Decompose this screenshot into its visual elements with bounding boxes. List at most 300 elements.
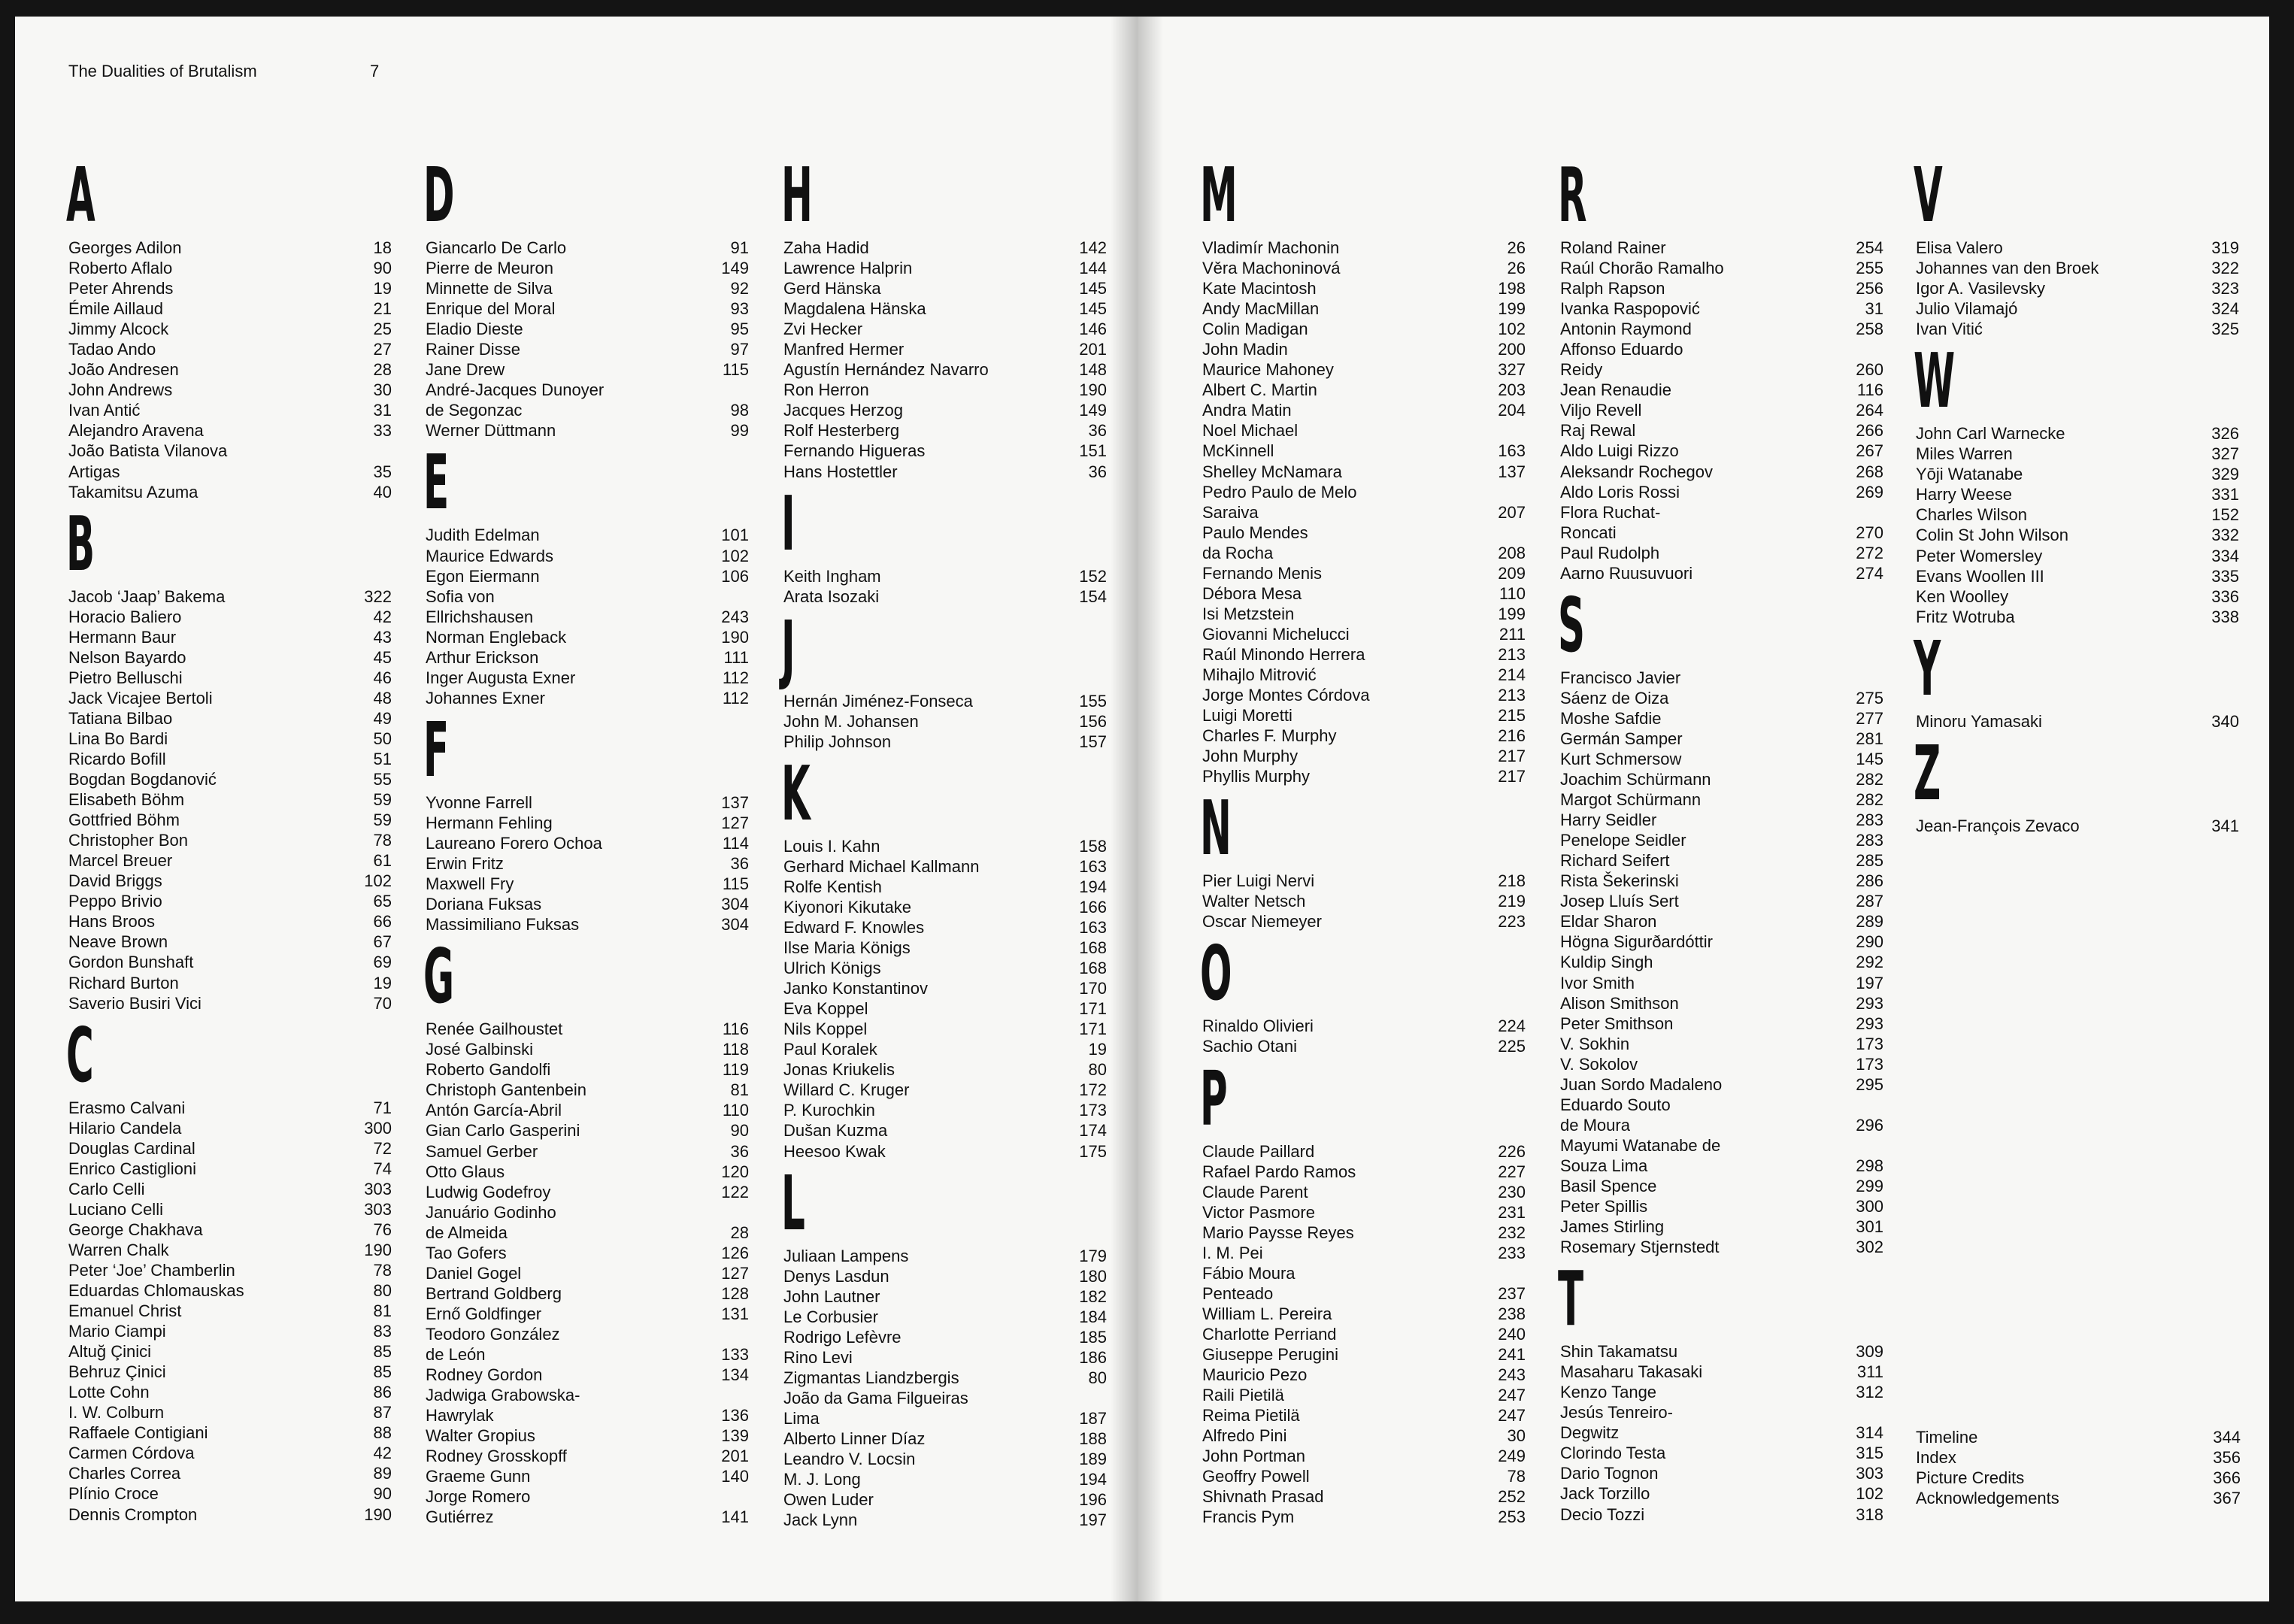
entry-page-number: 289: [1856, 912, 1883, 932]
index-entry: [1202, 380, 1526, 400]
page-number: 7: [370, 62, 380, 80]
entry-page-number: 116: [722, 1020, 749, 1039]
index-entry: [426, 1486, 749, 1507]
entry-name: Johannes Exner: [426, 688, 545, 707]
entry-name: Carlo Celli: [68, 1179, 145, 1198]
index-entry: [68, 789, 392, 810]
entry-page-number: 89: [373, 1464, 392, 1483]
index-entry: [68, 1199, 392, 1220]
entry-name: Keith Ingham: [783, 566, 881, 586]
index-entry: [68, 627, 392, 647]
entry-name: Aleksandr Rochegov: [1560, 462, 1714, 481]
entry-name: Eduardo Souto: [1560, 1095, 1671, 1114]
entry-page-number: 25: [373, 320, 392, 339]
index-entry: [783, 836, 1107, 856]
entry-page-number: 201: [1079, 340, 1107, 359]
entry-page-number: 72: [373, 1138, 392, 1158]
entry-page-number: 281: [1856, 729, 1883, 748]
entry-name: Phyllis Murphy: [1202, 767, 1311, 786]
index-entry: [426, 1202, 749, 1223]
entry-name: Fernando Higueras: [783, 441, 926, 461]
entry-name: Rinaldo Olivieri: [1202, 1017, 1314, 1036]
entry-page-number: 91: [730, 238, 749, 257]
entry-name: Harry Seidler: [1560, 810, 1657, 830]
index-entry: [68, 810, 392, 830]
entry-page-number: 168: [1079, 938, 1107, 958]
index-entry: [1202, 1446, 1526, 1466]
entry-name: Fábio Moura: [1202, 1263, 1295, 1283]
entry-name: Enrico Castiglioni: [68, 1159, 196, 1178]
entry-page-number: 292: [1856, 953, 1883, 972]
entry-page-number: 59: [373, 810, 392, 830]
index-entry: [68, 1341, 392, 1362]
entry-name: Alfredo Pini: [1202, 1426, 1287, 1446]
index-section-w: [1916, 339, 2239, 626]
index-entry: [426, 1466, 749, 1486]
entry-name: Otto Glaus: [426, 1162, 505, 1181]
entry-name: Judith Edelman: [426, 526, 540, 545]
entry-page-number: 293: [1856, 1013, 1883, 1033]
index-entry: [1202, 258, 1526, 278]
index-entry: [783, 1368, 1107, 1388]
entry-name: Roberto Aflalo: [68, 259, 173, 278]
entry-name: Margot Schürmann: [1560, 790, 1702, 810]
entry-name: Zigmantas Liandzbergis: [783, 1368, 959, 1387]
entry-name: Gian Carlo Gasperini: [426, 1121, 580, 1141]
entry-page-number: 299: [1856, 1176, 1883, 1195]
entry-page-number: 172: [1079, 1080, 1107, 1100]
entry-page-number: 122: [721, 1182, 749, 1201]
index-entry: [68, 850, 392, 871]
entry-page-number: 198: [1498, 279, 1526, 298]
index-section-s: [1558, 580, 1883, 1257]
index-entry: [1202, 1036, 1526, 1056]
entry-name: José Galbinski: [426, 1040, 534, 1059]
index-entry: [1916, 278, 2239, 298]
backmatter-page-number: 366: [2213, 1468, 2241, 1488]
index-entry: [68, 1260, 392, 1280]
section-letter: Y: [1914, 624, 1941, 713]
entry-page-number: 173: [1856, 1054, 1883, 1074]
index-entry: [68, 749, 392, 769]
index-entry: [783, 978, 1107, 998]
entry-page-number: 325: [2211, 320, 2239, 339]
index-entry: [1202, 400, 1526, 420]
entry-name: V. Sokhin: [1560, 1034, 1630, 1053]
entry-page-number: 268: [1856, 462, 1883, 481]
index-entry: [68, 1382, 392, 1402]
index-entry: [68, 462, 392, 482]
entry-name: Moshe Safdie: [1560, 708, 1662, 728]
entry-name: Warren Chalk: [68, 1240, 169, 1259]
backmatter-entry: [1916, 1488, 2241, 1508]
running-head: The Dualities of Brutalism: [68, 62, 257, 80]
entry-name: Richard Burton: [68, 973, 179, 992]
entry-name: Gordon Bunshaft: [68, 953, 194, 972]
index-entry: [426, 525, 749, 545]
entry-name: Aldo Loris Rossi: [1560, 482, 1680, 501]
entry-page-number: 293: [1856, 993, 1883, 1013]
entry-name: Januário Godinho: [426, 1202, 556, 1222]
entry-name: Shelley McNamara: [1202, 462, 1342, 481]
entry-name: I. M. Pei: [1202, 1243, 1263, 1262]
index-entry: [426, 566, 749, 586]
entry-page-number: 223: [1498, 912, 1526, 932]
entry-page-number: 211: [1499, 624, 1526, 644]
index-entry: [783, 380, 1107, 400]
entry-page-number: 80: [1088, 1060, 1107, 1080]
entry-name: John Lautner: [783, 1286, 880, 1306]
section-letter: K: [781, 749, 811, 838]
entry-name: Arata Isozaki: [783, 586, 880, 606]
entry-page-number: 31: [373, 401, 392, 420]
entry-name: Decio Tozzi: [1560, 1504, 1645, 1524]
entry-page-number: 304: [721, 895, 749, 914]
index-entry: [426, 914, 749, 935]
entry-name: Yvonne Farrell: [426, 792, 532, 812]
entry-name: Rodrigo Lefèvre: [783, 1327, 902, 1347]
entry-name: Janko Konstantinov: [783, 979, 929, 998]
entry-page-number: 40: [373, 482, 392, 501]
index-entry: [1202, 1486, 1526, 1507]
index-entry: [1916, 711, 2239, 732]
entry-page-number: 182: [1079, 1286, 1107, 1306]
entry-page-number: 194: [1079, 877, 1107, 896]
entry-page-number: 136: [721, 1406, 749, 1426]
entry-name: Jorge Romero: [426, 1487, 531, 1507]
index-column-2: [423, 151, 749, 1527]
entry-name: Saverio Busiri Vici: [68, 993, 202, 1013]
entry-page-number: 300: [1856, 1197, 1883, 1216]
index-entry: [68, 1504, 392, 1525]
entry-name: Ivor Smith: [1560, 973, 1635, 992]
entry-page-number: 319: [2211, 238, 2239, 257]
entry-page-number: 128: [721, 1283, 749, 1303]
entry-page-number: 190: [721, 627, 749, 647]
entry-page-number: 112: [722, 688, 749, 707]
entry-page-number: 218: [1498, 871, 1526, 891]
entry-page-number: 340: [2211, 711, 2239, 731]
entry-name: Peter ‘Joe’ Chamberlin: [68, 1260, 235, 1280]
index-entry: [426, 833, 749, 853]
entry-name: Raj Rewal: [1560, 421, 1636, 441]
entry-page-number: 295: [1856, 1074, 1883, 1094]
entry-page-number: 30: [1507, 1426, 1526, 1446]
index-entry: [783, 339, 1107, 359]
index-entry: [426, 647, 749, 668]
index-entry: [1560, 891, 1883, 911]
entry-page-number: 341: [2211, 816, 2239, 835]
entry-name: Peter Spillis: [1560, 1197, 1648, 1216]
index-entry: [426, 1120, 749, 1141]
index-entry: [1560, 1054, 1883, 1074]
entry-name: Gerhard Michael Kallmann: [783, 856, 980, 876]
entry-name: Ilse Maria Königs: [783, 938, 911, 958]
entry-name: Jean-François Zevaco: [1916, 816, 2080, 835]
index-entry: [1916, 238, 2239, 258]
entry-page-number: 196: [1079, 1490, 1107, 1510]
section-letter: S: [1558, 580, 1586, 669]
entry-page-number: 253: [1498, 1507, 1526, 1527]
entry-page-number: 149: [1079, 401, 1107, 420]
index-entry: [783, 298, 1107, 319]
entry-name: Behruz Çinici: [68, 1362, 166, 1382]
index-entry: [783, 1120, 1107, 1141]
index-entry: [783, 1327, 1107, 1347]
backmatter-entry: [1916, 1468, 2241, 1488]
entry-page-number: 318: [1856, 1504, 1883, 1524]
entry-name: Eduardas Chlomauskas: [68, 1281, 244, 1301]
entry-page-number: 200: [1498, 340, 1526, 359]
index-entry: [1560, 708, 1883, 729]
index-entry: [68, 1321, 392, 1341]
entry-name: Hans Hostettler: [783, 462, 898, 481]
backmatter-entry: [1916, 1447, 2241, 1468]
left-page: [15, 17, 1138, 1601]
entry-name: Hernán Jiménez-Fonseca: [783, 691, 973, 710]
index-entry: [783, 691, 1107, 711]
index-section-l: [781, 1159, 1107, 1531]
entry-name: Rafael Pardo Ramos: [1202, 1162, 1356, 1181]
index-entry: [783, 1489, 1107, 1510]
index-column-1: [68, 153, 392, 1525]
entry-name: Rolf Hesterberg: [783, 421, 900, 441]
index-entry: [426, 627, 749, 647]
entry-page-number: 157: [1079, 732, 1107, 751]
index-entry: [1560, 258, 1883, 278]
entry-page-number: 137: [721, 792, 749, 812]
index-entry: [1560, 278, 1883, 298]
index-entry: [1560, 1115, 1883, 1135]
index-entry: [1560, 1196, 1883, 1216]
entry-page-number: 207: [1498, 502, 1526, 522]
index-entry: [1202, 543, 1526, 563]
section-letter: D: [423, 151, 455, 239]
index-entry: [1202, 1283, 1526, 1304]
index-entry: [68, 1280, 392, 1301]
entry-name: Agustín Hernández Navarro: [783, 360, 989, 380]
entry-name: Högna Sigurðardóttir: [1560, 932, 1714, 952]
entry-name: Jesús Tenreiro-: [1560, 1403, 1673, 1423]
entry-page-number: 50: [373, 729, 392, 748]
entry-name: Emanuel Christ: [68, 1301, 182, 1321]
entry-page-number: 87: [373, 1403, 392, 1423]
index-entry: [426, 420, 749, 441]
entry-page-number: 156: [1079, 711, 1107, 731]
index-entry: [783, 856, 1107, 877]
entry-page-number: 61: [373, 851, 392, 871]
entry-name: Germán Samper: [1560, 729, 1683, 748]
entry-name: Magdalena Hänska: [783, 299, 926, 319]
index-entry: [426, 1019, 749, 1039]
entry-page-number: 48: [373, 688, 392, 707]
entry-name: Kuldip Singh: [1560, 953, 1653, 972]
index-entry: [783, 441, 1107, 461]
entry-name: Alison Smithson: [1560, 993, 1679, 1013]
entry-name: Pietro Belluschi: [68, 668, 183, 687]
entry-page-number: 209: [1498, 563, 1526, 583]
entry-name: Eldar Sharon: [1560, 912, 1657, 932]
index-entry: [1202, 705, 1526, 726]
backmatter-page-number: 344: [2213, 1428, 2241, 1447]
entry-name: Rolfe Kentish: [783, 877, 882, 896]
entry-page-number: 19: [1088, 1040, 1107, 1059]
index-entry: [68, 973, 392, 993]
entry-page-number: 149: [721, 259, 749, 278]
entry-page-number: 249: [1498, 1447, 1526, 1466]
entry-name: Antonin Raymond: [1560, 320, 1692, 339]
entry-name: Owen Luder: [783, 1490, 874, 1510]
index-entry: [426, 278, 749, 298]
entry-page-number: 98: [730, 401, 749, 420]
backmatter-page-number: 367: [2213, 1489, 2241, 1508]
entry-name: Heesoo Kwak: [783, 1141, 886, 1161]
entry-name: Jane Drew: [426, 360, 505, 380]
entry-page-number: 70: [373, 993, 392, 1013]
entry-name: Peter Womersley: [1916, 546, 2043, 565]
entry-page-number: 93: [730, 299, 749, 319]
index-section-k: [781, 749, 1107, 1162]
entry-name: Maxwell Fry: [426, 874, 514, 894]
entry-page-number: 146: [1079, 320, 1107, 339]
index-entry: [1916, 525, 2239, 545]
entry-page-number: 282: [1856, 790, 1883, 810]
index-entry: [1202, 685, 1526, 705]
entry-page-number: 217: [1498, 767, 1526, 786]
entry-name: Roncati: [1560, 523, 1617, 542]
backmatter-title: Picture Credits: [1916, 1468, 2025, 1488]
index-section-d: [423, 151, 749, 441]
entry-name: Hans Broos: [68, 912, 155, 932]
entry-page-number: 214: [1498, 665, 1526, 684]
entry-name: Le Corbusier: [783, 1307, 878, 1326]
index-column-5: [1560, 153, 1883, 1525]
entry-name: Raffaele Contigiani: [68, 1423, 208, 1443]
index-entry: [1560, 1402, 1883, 1423]
index-entry: [426, 1039, 749, 1059]
entry-name: Peppo Brivio: [68, 892, 162, 911]
entry-page-number: 247: [1498, 1406, 1526, 1426]
index-entry: [783, 1510, 1107, 1530]
index-entry: [426, 1141, 749, 1162]
entry-name: Mihajlo Mitrović: [1202, 665, 1317, 684]
backmatter-title: Index: [1916, 1448, 1956, 1468]
entry-name: Pierre de Meuron: [426, 259, 553, 278]
index-entry: [783, 1141, 1107, 1162]
entry-name: Colin St John Wilson: [1916, 526, 2068, 545]
entry-page-number: 311: [1856, 1362, 1883, 1382]
index-entry: [68, 380, 392, 400]
entry-page-number: 155: [1079, 691, 1107, 710]
index-entry: [1560, 749, 1883, 769]
index-entry: [783, 586, 1107, 607]
index-entry: [1560, 1176, 1883, 1196]
entry-name: Ron Herron: [783, 380, 869, 400]
index-entry: [68, 708, 392, 729]
entry-name: João Batista Vilanova: [68, 441, 228, 461]
entry-page-number: 81: [373, 1301, 392, 1321]
index-entry: [1560, 993, 1883, 1013]
index-entry: [783, 1408, 1107, 1429]
entry-name: Flora Ruchat-: [1560, 502, 1661, 522]
entry-page-number: 232: [1498, 1223, 1526, 1242]
entry-name: McKinnell: [1202, 441, 1274, 461]
section-letter: E: [423, 438, 450, 527]
entry-page-number: 304: [721, 915, 749, 935]
section-letter: W: [1914, 337, 1956, 426]
entry-page-number: 240: [1498, 1324, 1526, 1344]
entry-name: Oscar Niemeyer: [1202, 912, 1322, 932]
entry-name: Hilario Candela: [68, 1118, 182, 1138]
index-entry: [783, 1019, 1107, 1039]
index-entry: [1202, 502, 1526, 523]
entry-page-number: 99: [730, 421, 749, 441]
section-letter: L: [781, 1159, 805, 1247]
entry-name: Jorge Montes Córdova: [1202, 686, 1370, 705]
entry-name: Johannes van den Broek: [1916, 259, 2099, 278]
index-entry: [426, 813, 749, 833]
entry-name: Philip Johnson: [783, 732, 892, 751]
index-entry: [783, 1100, 1107, 1120]
entry-page-number: 111: [723, 647, 749, 667]
index-section-e: [423, 438, 749, 707]
entry-page-number: 260: [1856, 360, 1883, 380]
entry-name: Mayumi Watanabe de: [1560, 1135, 1721, 1155]
entry-name: Rista Šekerinski: [1560, 871, 1679, 891]
entry-page-number: 322: [2211, 259, 2239, 278]
section-letter: N: [1200, 784, 1232, 873]
entry-name: Arthur Erickson: [426, 647, 539, 667]
index-entry: [783, 732, 1107, 752]
entry-page-number: 331: [2211, 485, 2239, 504]
entry-page-number: 74: [373, 1159, 392, 1178]
entry-page-number: 80: [1088, 1368, 1107, 1387]
entry-name: Kiyonori Kikutake: [783, 897, 911, 917]
entry-page-number: 27: [373, 340, 392, 359]
index-entry: [68, 891, 392, 911]
entry-page-number: 92: [730, 279, 749, 298]
entry-name: Walter Gropius: [426, 1426, 535, 1446]
entry-name: Juliaan Lampens: [783, 1246, 909, 1265]
entry-name: James Stirling: [1560, 1217, 1665, 1237]
entry-name: da Rocha: [1202, 543, 1274, 562]
entry-page-number: 90: [730, 1121, 749, 1141]
entry-name: John Carl Warnecke: [1916, 424, 2065, 444]
entry-name: Fritz Wotruba: [1916, 607, 2015, 626]
index-entry: [68, 688, 392, 708]
index-entry: [426, 1304, 749, 1324]
entry-page-number: 19: [373, 279, 392, 298]
index-entry: [783, 917, 1107, 938]
entry-name: Doriana Fuksas: [426, 895, 542, 914]
entry-page-number: 133: [721, 1344, 749, 1364]
entry-page-number: 188: [1079, 1429, 1107, 1448]
entry-page-number: 126: [721, 1243, 749, 1262]
entry-page-number: 78: [373, 831, 392, 850]
entry-name: Charles Wilson: [1916, 505, 2027, 525]
index-entry: [1560, 769, 1883, 789]
entry-name: Eladio Dieste: [426, 320, 523, 339]
entry-name: Jimmy Alcock: [68, 320, 169, 339]
entry-name: Laureano Forero Ochoa: [426, 833, 602, 853]
entry-name: Paul Rudolph: [1560, 543, 1660, 562]
entry-name: John Portman: [1202, 1447, 1305, 1466]
index-section-g: [423, 932, 749, 1527]
entry-name: Takamitsu Azuma: [68, 482, 198, 501]
entry-name: Erwin Fritz: [426, 854, 504, 874]
index-entry: [1202, 726, 1526, 746]
index-entry: [1202, 359, 1526, 380]
